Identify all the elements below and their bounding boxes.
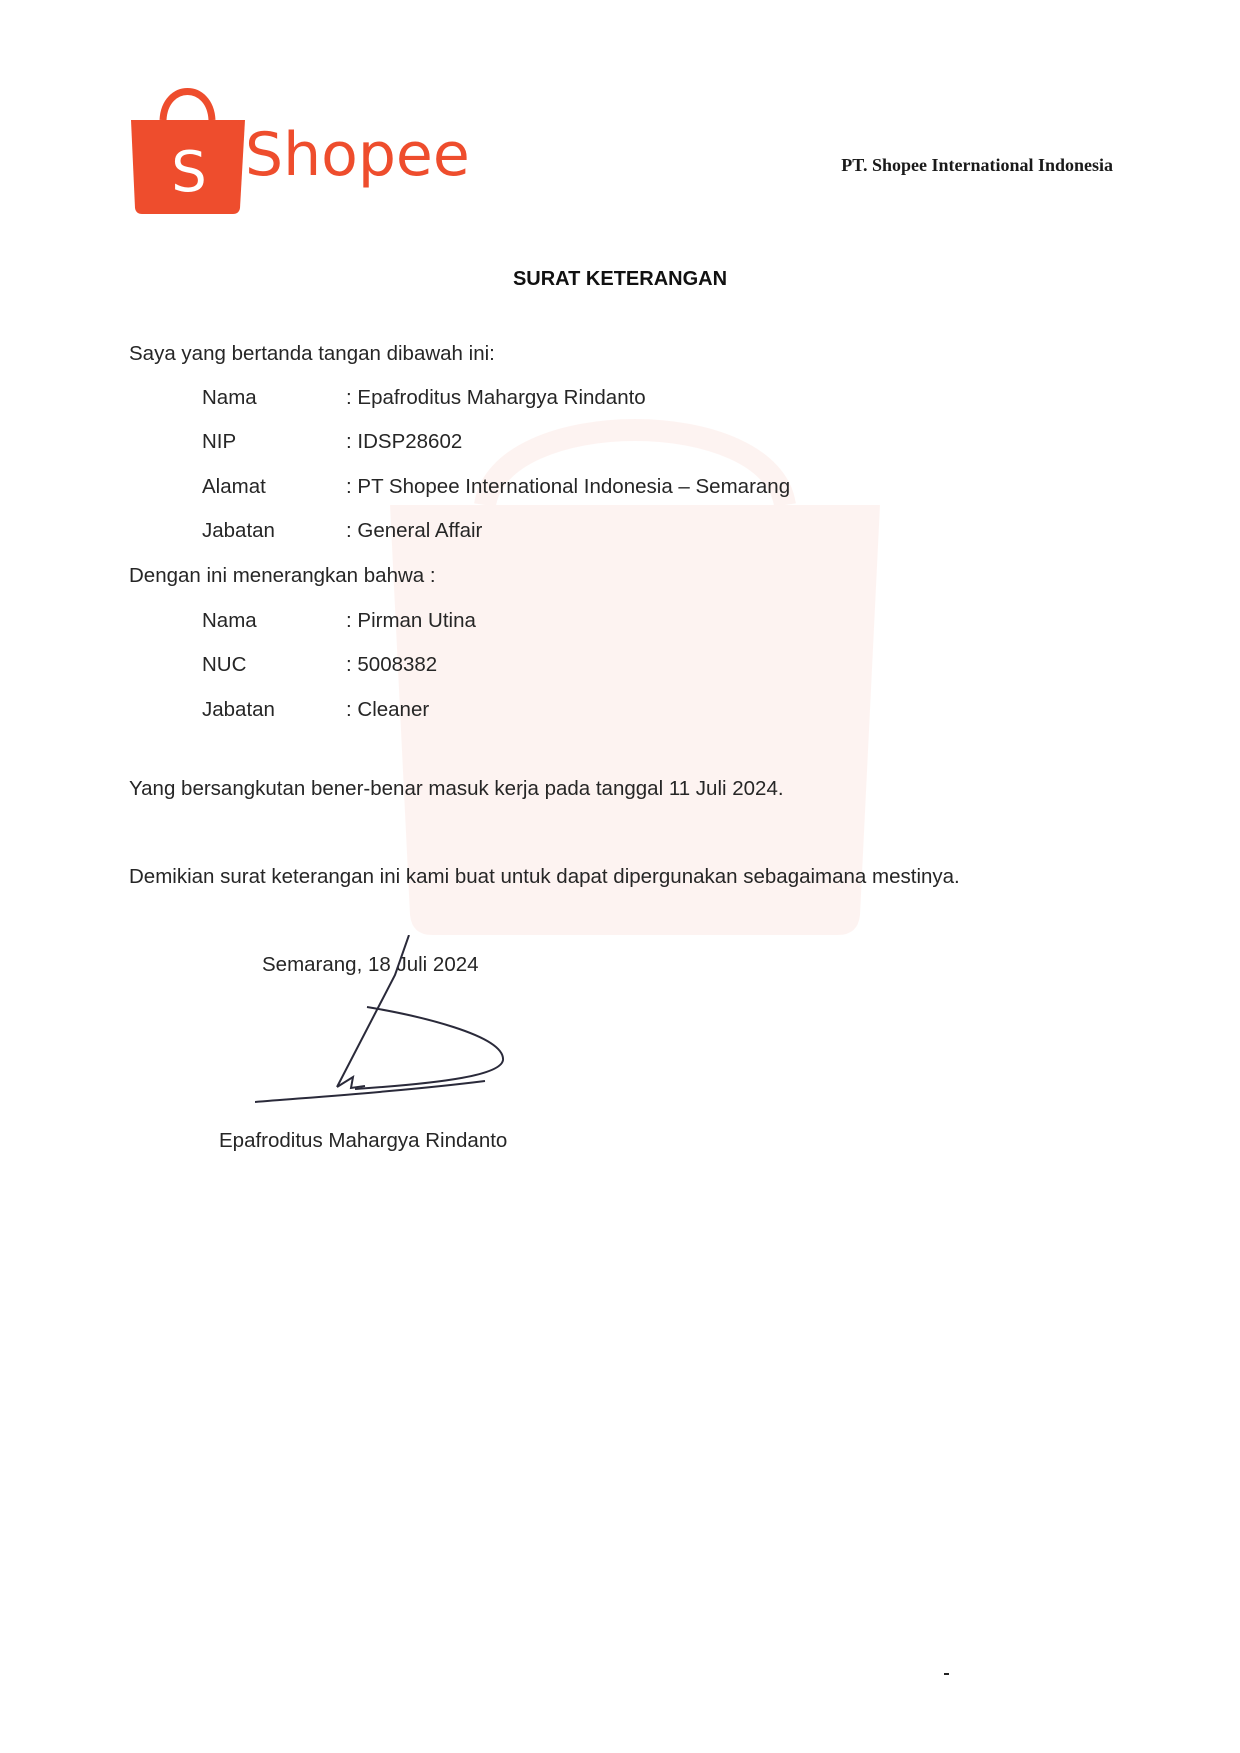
signer-address-value: : PT Shopee International Indonesia – Semarang (346, 475, 791, 498)
subject-nuc-label: NUC (202, 653, 247, 676)
subject-nuc-value: : 5008382 (346, 653, 438, 676)
logo-bag-letter: S (171, 140, 207, 205)
signer-address-label: Alamat (202, 475, 266, 498)
subject-position-label: Jabatan (202, 698, 275, 721)
signer-nip-value: : IDSP28602 (346, 430, 463, 453)
statement-intro-text: Dengan ini menerangkan bahwa : (129, 564, 436, 587)
handwritten-signature (255, 935, 525, 1115)
intro-text: Saya yang bertanda tangan dibawah ini: (129, 342, 495, 365)
closing-text: Demikian surat keterangan ini kami buat untuk dapat dipergunakan sebagaimana mestinya. (129, 865, 960, 888)
company-name: PT. Shopee International Indonesia (841, 155, 1113, 175)
body-statement-text: Yang bersangkutan bener-benar masuk kerja pada tanggal 11 Juli 2024. (129, 777, 784, 800)
logo-wordmark: Shopee (245, 120, 470, 190)
subject-name-value: : Pirman Utina (346, 609, 476, 632)
signer-name-value: : Epafroditus Mahargya Rindanto (346, 386, 646, 409)
signer-position-value: : General Affair (346, 519, 483, 542)
subject-position-value: : Cleaner (346, 698, 430, 721)
subject-name-label: Nama (202, 609, 257, 632)
signer-position-label: Jabatan (202, 519, 275, 542)
signatory-name: Epafroditus Mahargya Rindanto (219, 1129, 508, 1152)
place-date-text: Semarang, 18 Juli 2024 (262, 953, 479, 976)
signer-name-label: Nama (202, 386, 257, 409)
document-title: SURAT KETERANGAN (512, 268, 728, 290)
signer-nip-label: NIP (202, 430, 237, 453)
scan-artifact (944, 1673, 949, 1675)
